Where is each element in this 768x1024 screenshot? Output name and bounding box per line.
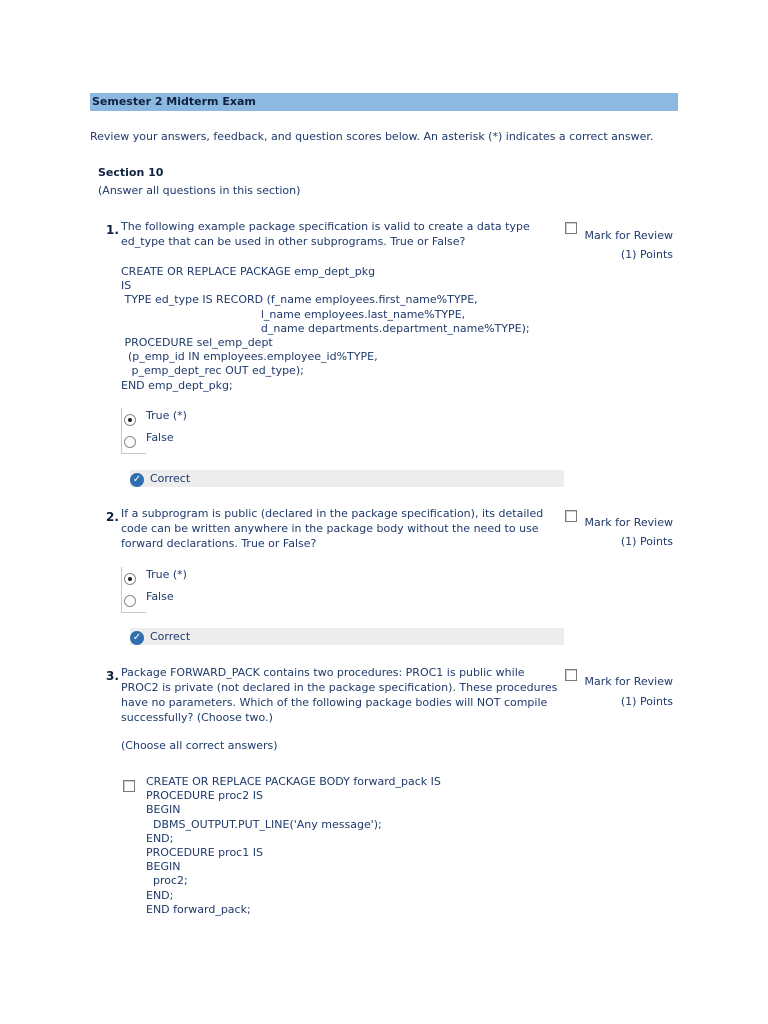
question-points: (1) Points [620,248,673,261]
question-text: The following example package specification is valid to create a data type ed_type that can be used in other subprograms. True or False? [121,220,530,248]
intro-text: Review your answers, feedback, and question scores below. An asterisk (*) indicates a correct answer. [90,130,654,143]
question-points: (1) Points [620,535,673,548]
option-radio-false[interactable] [124,436,136,448]
option-label-true: True (*) [146,568,187,581]
option-radio-true[interactable] [124,414,136,426]
question-code: CREATE OR REPLACE PACKAGE emp_dept_pkg IS TYPE ed_type IS RECORD (f_name employees.first_name%TYPE, l_name employees.last_name%TYPE, d_name departments.department_name%TYPE); PROCEDURE sel_emp_dept (p_emp_id IN employees.employee_id%TYPE, p_emp_dept_rec OUT ed_type); END emp_dept_pkg; [121,265,530,392]
question-text: If a subprogram is public (declared in the package specification), its detailed code can be written anywhere in the package body without the need to use forward declarations. True or False? [121,507,544,550]
option-label-false: False [146,590,174,603]
feedback-bar [130,470,564,487]
feedback-text: Correct [150,630,191,643]
option-label-false: False [146,431,174,444]
option-radio-true[interactable] [124,573,136,585]
answer-checkbox[interactable] [123,780,135,792]
exam-title-bar [90,93,678,111]
section-subtitle: (Answer all questions in this section) [98,184,301,197]
question-number: 3. [106,669,119,683]
section-title: Section 10 [98,166,164,179]
mark-for-review-label: Mark for Review [584,675,673,688]
answer-instruction: (Choose all correct answers) [121,739,278,752]
check-circle-icon: ✓ [130,631,144,645]
mark-for-review-label: Mark for Review [584,229,673,242]
exam-title: Semester 2 Midterm Exam [92,95,256,108]
question-number: 1. [106,223,119,237]
option-label-true: True (*) [146,409,187,422]
answer-code: CREATE OR REPLACE PACKAGE BODY forward_pack IS PROCEDURE proc2 IS BEGIN DBMS_OUTPUT.PUT_LINE('Any message'); END; PROCEDURE proc1 IS BEGIN proc2; END; END forward_pack; [146,775,441,916]
check-circle-icon: ✓ [130,473,144,487]
feedback-bar [130,628,564,645]
question-text: Package FORWARD_PACK contains two procedures: PROC1 is public while PROC2 is private (not declared in the package specification). These procedures have no parameters. Which of the following package bodies will NOT compile successfully? (Choose two.) [121,666,558,724]
question-number: 2. [106,510,119,524]
feedback-text: Correct [150,472,191,485]
mark-for-review-label: Mark for Review [584,516,673,529]
question-points: (1) Points [620,695,673,708]
option-radio-false[interactable] [124,595,136,607]
